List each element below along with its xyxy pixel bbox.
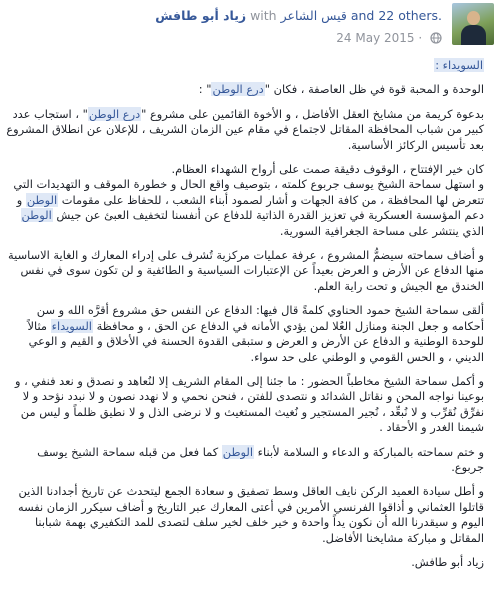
text-span: كما فعل من قبله سماحة الشيخ يوسف جربوع.: [37, 444, 484, 474]
text-span: الذي ينتشر على مساحة الجغرافية السورية.: [279, 223, 484, 238]
author-line: [155, 8, 442, 23]
paragraph-1: [6, 82, 484, 97]
text-span: الوحدة و المحبة قوة في ظل العاصفة ، فكان ": [264, 82, 484, 97]
tagged-person-link[interactable]: قيس الشاعر: [280, 8, 347, 23]
author-name-link[interactable]: زياد أبو طافش: [155, 8, 247, 23]
with-label: with: [250, 8, 277, 23]
paragraph-4: و أضاف سماحته سيضمُّ المشروع ، عرفة عمليات مركزية تُشرف على إدراء المعارك و الغاية الاساسية منها الدفاع عن الأرض و العرض بعيداً عن الإعتبارات السياسية و الطائفية و لن تكون سوى في نفس الخندق مع الجيش و تحت راية العلم.: [8, 248, 484, 293]
paragraph-2: [6, 107, 484, 153]
paragraph-6: و أكمل سماحة الشيخ مخاطباً الحضور : ما جئنا إلى المقام الشريف إلا لنُعاهد و نصدق و نعد فنفي ، و بوعينا نواجه المحن و نقاتل الشدائد و نتصدى للفتن ، فنحن نحمي و لا نهدد نصون و لا نبدد نؤحد و لا نفرِّق نُقرِّب و لا نُبعِّد ، نُجير المستجير و نُغيث المستغيث و لا نرضى الذل و لا نطيق ظلماً و ليس من شيمنا الغدر و الأحقاد .: [14, 373, 484, 435]
text-span: و دعم المؤسسة العسكرية في تعزيز القدرة الذاتية للدفاع عن أنفسنا لتخفيف العبئ عن جيش: [16, 192, 484, 223]
location-tag[interactable]: السويداء :: [435, 58, 483, 72]
avatar-head: [467, 11, 480, 25]
hashtag-link[interactable]: درع الوطن: [212, 82, 264, 97]
text-span: و ختم سماحته بالمباركة و الدعاء و السلامة لأبناء: [254, 444, 484, 459]
post-signature: زياد أبو طافش.: [411, 554, 484, 569]
paragraph-3: [6, 162, 484, 239]
post-body: [6, 58, 484, 579]
post-timestamp-line: [336, 31, 442, 45]
text-span: " ، استجاب عدد كبير من شباب المحافظة المقاتل لاجتماع في مقام عين الزمان الشريف ، للإعلان عن انطلاق المشروع بعد تأسيس الركائز الأساسية.: [6, 106, 484, 152]
post-heading: [6, 58, 484, 73]
post-date-link[interactable]: 24 May 2015 ·: [336, 31, 423, 45]
paragraph-5: [6, 303, 484, 365]
paragraph-8: و أطل سيادة العميد الركن نايف العاقل وسط تصفيق و سعادة الجمع ليتحدث عن تاريخ أجدادنا الذين قاتلوا العثماني و أذاقوا الفرنسي الأمرين في أعتى المعارك عبر التاريخ و أضاف سيكرر الزمان نفسه اليوم و سيقدرنا الله أن نكون يداً واحدة و خير خلف لخير سلف لتصدى للمد التكفيري بهمة شبابنا المقاتل و مباركة مشايخنا الأفاضل.: [17, 484, 484, 545]
globe-icon[interactable]: [430, 32, 442, 44]
hashtag-link[interactable]: السويداء: [51, 318, 92, 333]
author-avatar[interactable]: [452, 3, 494, 45]
hashtag-link[interactable]: درع الوطن: [88, 106, 141, 121]
post-header: [0, 0, 498, 54]
avatar-body: [461, 25, 486, 45]
hashtag-link[interactable]: الوطن: [21, 208, 52, 223]
text-span: ألقى سماحة الشيخ حمود الحناوي كلمةً قال فيها: الدفاع عن النفس حق مشروع أقرَّه الله و سن أحكامه و جعل الجنة ومنازل العُلا لمن يؤدي الأمانه في الدفاع عن الحق ، و محافظة: [36, 303, 484, 333]
text-span: بدعوة كريمة من مشايخ العقل الأفاضل ، و الأخوة القائمين على مشروع ": [141, 106, 484, 121]
text-span: مثالاً للوحدة الوطنية و الدفاع عن الأرض و العرض و ستبقى القدوة الحسنة في الأخلاق و القيم و الوعي الديني ، و الحس القومي و الوطني على حد سواء.: [27, 318, 484, 364]
others-link[interactable]: and 22 others.: [350, 8, 442, 23]
text-span: كان خير الإفتتاح ، الوقوف دقيقة صمت على أرواح الشهداء العظام.: [171, 162, 484, 177]
hashtag-link[interactable]: الوطن: [26, 192, 58, 207]
hashtag-link[interactable]: الوطن: [222, 444, 254, 459]
paragraph-7: [6, 445, 484, 476]
text-span: " :: [198, 82, 212, 97]
text-span: و استهل سماحة الشيخ يوسف جربوع كلمته ، بتوصيف واقع الحال و خطورة الموقف و التهديدات التي تتعرض لها المحافظة ، من كافة الجهات و أشار لصمود أبناء الشعب ، للحفاظ على مقومات: [13, 177, 484, 207]
